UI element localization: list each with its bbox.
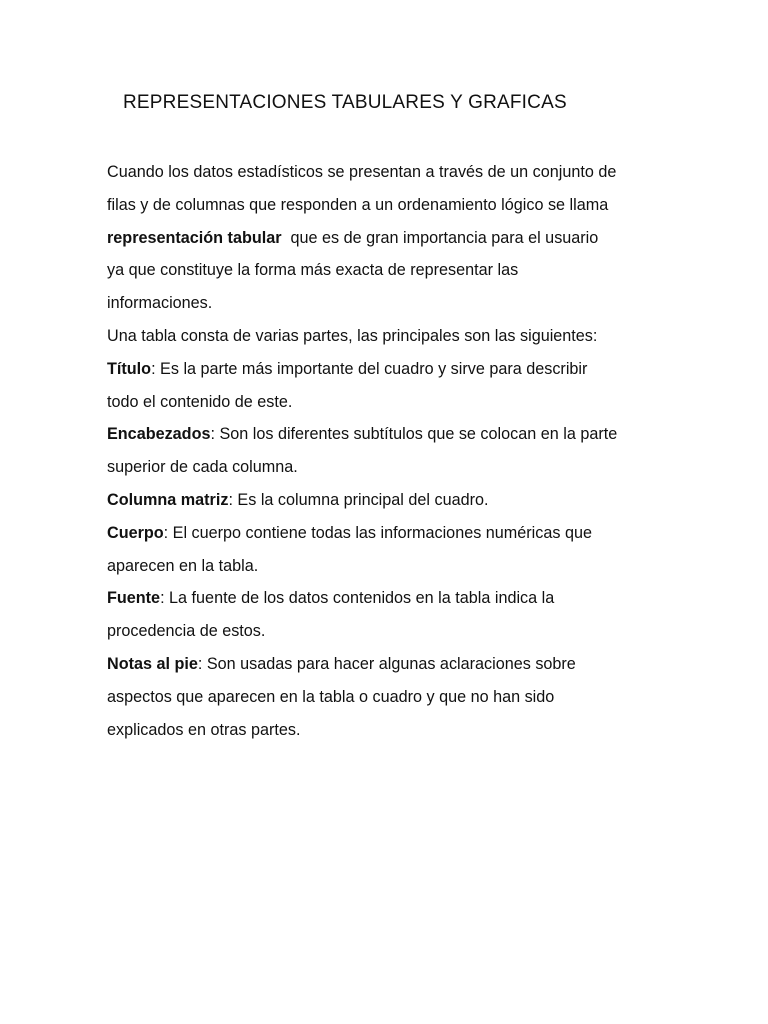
part-cuerpo-line-2: aparecen en la tabla. <box>107 556 259 575</box>
term-encabezados: Encabezados <box>107 425 211 444</box>
part-encabezados-line-1 <box>107 418 697 451</box>
part-fuente-desc: : La fuente de los datos contenidos en la tabla indica la <box>160 589 555 608</box>
part-cuerpo-desc: : El cuerpo contiene todas las informaciones numéricas que <box>163 523 592 542</box>
document-body <box>107 156 697 746</box>
part-notas-line-3: explicados en otras partes. <box>107 720 301 739</box>
part-titulo-line-2: todo el contenido de este. <box>107 392 293 411</box>
term-fuente: Fuente <box>107 589 161 608</box>
parts-intro: Una tabla consta de varias partes, las principales son las siguientes: <box>107 326 598 345</box>
intro-line-3-rest: que es de gran importancia para el usuario <box>281 228 599 247</box>
intro-line-2: filas y de columnas que responden a un ordenamiento lógico se llama <box>107 195 609 214</box>
part-titulo-line-1 <box>107 353 697 386</box>
term-cuerpo: Cuerpo <box>107 523 164 542</box>
term-representacion-tabular: representación tabular <box>107 228 282 247</box>
part-fuente-line-1 <box>107 582 697 615</box>
intro-line-5: informaciones. <box>107 294 213 313</box>
part-notas-desc: : Son usadas para hacer algunas aclaraciones sobre <box>197 654 576 673</box>
part-notas-line-1 <box>107 648 697 681</box>
document-title: REPRESENTACIONES TABULARES Y GRAFICAS <box>123 92 567 113</box>
intro-line-1: Cuando los datos estadísticos se presentan a través de un conjunto de <box>107 163 617 181</box>
part-columna-matriz-line-1 <box>107 484 697 517</box>
part-encabezados-desc: : Son los diferentes subtítulos que se colocan en la parte <box>210 425 618 444</box>
term-notas-al-pie: Notas al pie <box>107 654 198 673</box>
part-columna-matriz-desc: : Es la columna principal del cuadro. <box>228 490 489 509</box>
intro-line-3 <box>107 222 697 255</box>
part-fuente-line-2: procedencia de estos. <box>107 622 266 641</box>
part-titulo-desc: : Es la parte más importante del cuadro y sirve para describir <box>151 359 588 378</box>
term-titulo: Título <box>107 359 152 378</box>
part-encabezados-line-2: superior de cada columna. <box>107 458 298 477</box>
part-notas-line-2: aspectos que aparecen en la tabla o cuadro y que no han sido <box>107 687 555 706</box>
intro-line-4: ya que constituye la forma más exacta de representar las <box>107 261 519 280</box>
part-cuerpo-line-1 <box>107 517 697 550</box>
term-columna-matriz: Columna matriz <box>107 490 229 509</box>
